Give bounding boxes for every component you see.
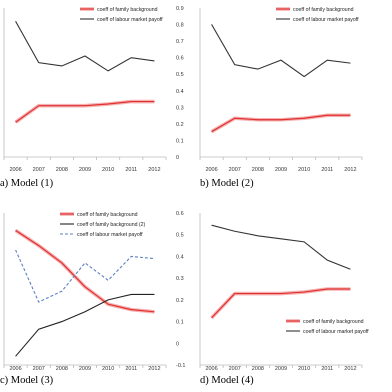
chart-caption: b) Model (2) xyxy=(200,178,254,189)
legend-label: coeff of labour market payoff xyxy=(97,17,163,23)
y-tick-label: 0.8 xyxy=(176,22,184,29)
legend-label: coeff of family background (2) xyxy=(77,222,146,228)
chart-caption: a) Model (1) xyxy=(0,178,54,189)
y-tick-label: 0 xyxy=(176,155,180,161)
series-line-halo xyxy=(16,230,155,311)
x-tick-label: 2009 xyxy=(274,167,288,173)
chart-panel-2 xyxy=(196,0,392,178)
chart-caption: d) Model (4) xyxy=(200,375,254,386)
x-tick-label: 2011 xyxy=(125,167,138,173)
chart-svg xyxy=(0,0,196,178)
legend-label: coeff of family background xyxy=(293,7,354,13)
y-tick-label: 0.2 xyxy=(176,297,184,304)
series-line xyxy=(16,21,155,71)
chart-svg xyxy=(196,196,392,374)
x-tick-label: 2009 xyxy=(78,366,92,372)
y-tick-label: 0.3 xyxy=(176,105,184,112)
y-tick-label: 0.4 xyxy=(176,254,184,261)
series-line xyxy=(212,289,351,318)
legend-label: coeff of labour market payoff xyxy=(77,232,143,238)
x-tick-label: 2007 xyxy=(228,167,241,173)
chart-panel-1 xyxy=(0,0,196,178)
y-tick-label: -0.1 xyxy=(176,363,186,369)
series-line xyxy=(212,24,351,76)
x-tick-label: 2006 xyxy=(9,366,22,372)
x-tick-label: 2012 xyxy=(344,167,357,173)
x-tick-label: 2010 xyxy=(102,167,115,173)
x-tick-label: 2006 xyxy=(9,167,22,173)
y-tick-label: 0.1 xyxy=(176,319,184,326)
x-tick-label: 2011 xyxy=(321,366,334,372)
x-tick-label: 2009 xyxy=(78,167,92,173)
x-tick-label: 2008 xyxy=(251,366,264,372)
y-tick-label: 0.7 xyxy=(176,39,184,46)
y-tick-label: 0.1 xyxy=(176,138,184,145)
x-tick-label: 2007 xyxy=(228,366,241,372)
x-tick-label: 2008 xyxy=(55,366,68,372)
x-tick-label: 2012 xyxy=(344,366,357,372)
series-line xyxy=(212,225,351,269)
x-tick-label: 2009 xyxy=(274,366,288,372)
y-tick-label: 0.9 xyxy=(176,6,184,12)
y-tick-label: 0.6 xyxy=(176,55,184,62)
x-tick-label: 2010 xyxy=(102,366,115,372)
x-tick-label: 2008 xyxy=(251,167,264,173)
series-line-halo xyxy=(212,115,351,131)
y-tick-label: 0.3 xyxy=(176,276,184,283)
x-tick-label: 2011 xyxy=(125,366,138,372)
x-tick-label: 2006 xyxy=(205,167,218,173)
y-tick-label: 0 xyxy=(176,341,180,348)
x-tick-label: 2010 xyxy=(298,167,311,173)
y-tick-label: 0.6 xyxy=(176,211,184,217)
y-tick-label: 0.5 xyxy=(176,72,184,79)
legend-label: coeff of labour market payoff xyxy=(293,17,359,23)
x-tick-label: 2010 xyxy=(298,366,311,372)
chart-caption: c) Model (3) xyxy=(0,375,54,386)
x-tick-label: 2007 xyxy=(32,167,45,173)
legend-label: coeff of family background xyxy=(303,319,364,325)
legend-label: coeff of family background xyxy=(97,7,158,13)
y-tick-label: 0.4 xyxy=(176,88,184,95)
x-tick-label: 2012 xyxy=(148,167,161,173)
x-tick-label: 2006 xyxy=(205,366,218,372)
y-tick-label: 0.2 xyxy=(176,121,184,128)
legend-label: coeff of labour market payoff xyxy=(303,329,369,335)
chart-svg xyxy=(0,196,196,374)
x-tick-label: 2012 xyxy=(148,366,161,372)
legend-label: coeff of family background xyxy=(77,212,138,218)
x-tick-label: 2011 xyxy=(321,167,334,173)
series-line-halo xyxy=(16,102,155,123)
chart-svg xyxy=(196,0,392,178)
x-tick-label: 2007 xyxy=(32,366,45,372)
y-tick-label: 0.5 xyxy=(176,232,184,239)
chart-panel-4 xyxy=(196,196,392,374)
chart-panel-3 xyxy=(0,196,196,374)
x-tick-label: 2008 xyxy=(55,167,68,173)
series-line xyxy=(16,294,155,356)
